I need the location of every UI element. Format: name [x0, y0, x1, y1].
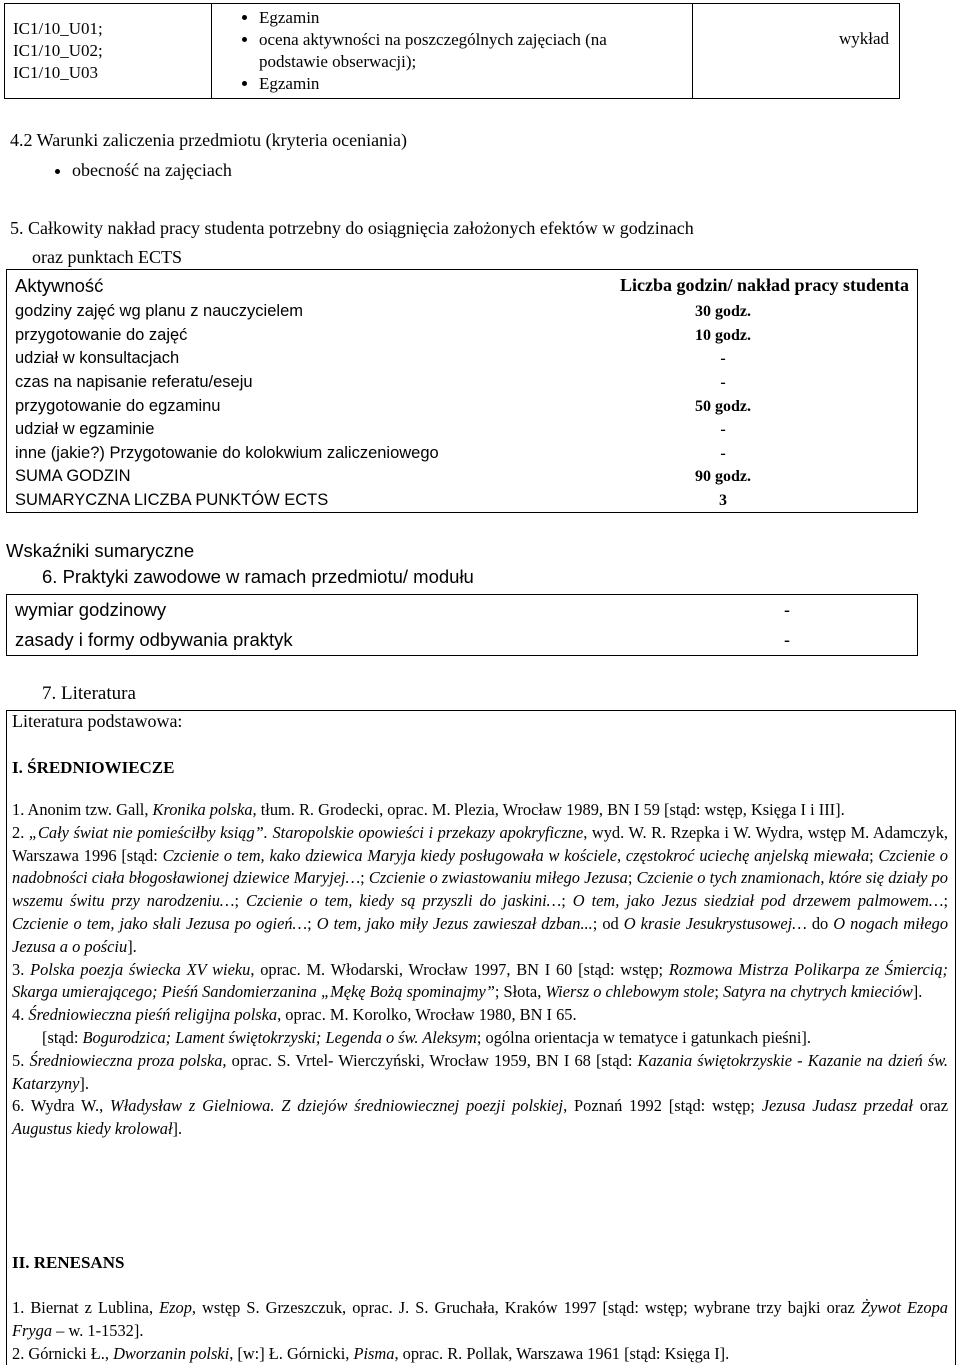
table-row [7, 324, 918, 348]
table-row [7, 300, 918, 324]
bib-entry: 2. „Cały świat nie pomieściłby ksiąg”. Staropolskie opowieści i przekazy apokryficzne, wyd. W. R. Rzepka i W. Wydra, wstęp M. Adamczyk, Warszawa 1996 [stąd: Czcienie o tem, kako dziewica Maryja kiedy posługowała w kościele, częstokroć uciechę anjelską miewała; Czcienie o nadobności ciała błogosławionej dziewice Maryjej…; Czcienie o zwiastowaniu miłego Jezusa; Czcienie o tych znamionach, które się działy po wszemu świtu przy narodzeniu…; Czcienie o tem, kiedy są przyszli do jaskini…; O tem, jako Jezus siedział pod drzewem palmowem…; Czcienie o tem, jako słali Jezusa po ogień…; O tem, jako miły Jezus zawieszał dzban...; od O krasie Jesukrystusowej… do O nogach miłego Jezusa a o pościu]. [12, 822, 949, 956]
table-row [7, 347, 918, 371]
row-value: - [720, 374, 726, 392]
row-label: przygotowanie do zajęć [15, 325, 188, 344]
row-value: - [720, 421, 726, 439]
section-4-2-title: 4.2 Warunki zaliczenia przedmiotu (kryteria oceniania) [10, 130, 408, 150]
col-activity: Aktywność [15, 274, 104, 296]
method-item: • Egzamin [259, 73, 691, 95]
row-label: godziny zajęć wg planu z nauczycielem [15, 302, 303, 321]
section-7-title: 7. Literatura [42, 683, 136, 704]
criteria-list [0, 160, 572, 181]
internship-table [6, 594, 918, 656]
bib-entry: [stąd: Bogurodzica; Lament świętokrzyski; Legenda o św. Aleksym; ogólna orientacja w tematyce i gatunkach pieśni]. [42, 1027, 811, 1047]
row-label: inne (jakie?) Przygotowanie do kolokwium zaliczeniowego [15, 443, 439, 462]
table-row [7, 465, 918, 489]
bibliography-list [12, 799, 948, 1141]
table-row [7, 595, 918, 626]
method-item: • Egzamin [259, 7, 691, 29]
section-6-title: 6. Praktyki zawodowe w ramach przedmiotu/ modułu [42, 566, 474, 587]
row-label: przygotowanie do egzaminu [15, 396, 221, 415]
row-value: - [783, 599, 791, 620]
row-value: 30 godz. [695, 303, 751, 321]
effect-code: IC1/10_U01; [13, 19, 103, 38]
row-label: udział w konsultacjach [15, 349, 180, 368]
row-value: - [783, 629, 791, 650]
bib-entry: 4. Średniowieczna pieśń religijna polska, oprac. M. Korolko, Wrocław 1980, BN I 65. [12, 1005, 577, 1025]
table-row [7, 394, 918, 418]
part-heading-middle-ages: I. ŚREDNIOWIECZE [12, 758, 175, 777]
effect-code: IC1/10_U02; [13, 41, 103, 60]
effect-codes-cell [5, 4, 212, 99]
bib-entry: 3. Polska poezja świecka XV wieku, oprac. M. Włodarski, Wrocław 1997, BN I 60 [stąd: wstęp; Rozmowa Mistrza Polikarpa ze Śmiercią; Skarga umierającego; Pieśń Sandomierzanina „Mękę Bożą spominajmy”; Słota, Wiersz o chlebowym stole; Satyra na chytrych kmieciów]. [12, 959, 949, 1002]
method-item: • ocena aktywności na poszczególnych zajęciach (na podstawie obserwacji); [259, 29, 691, 73]
bib-entry: 5. Średniowieczna proza polska, oprac. S. Vrtel- Wierczyński, Wrocław 1959, BN I 68 [stąd: Kazania świętokrzyskie - Kazanie na dzień św. Katarzyny]. [12, 1050, 949, 1093]
table-row [7, 625, 918, 656]
part-heading-renaissance: II. RENESANS [12, 1253, 125, 1272]
criteria-item: • obecność na zajęciach [72, 160, 572, 181]
row-value: 90 godz. [695, 468, 751, 486]
table-row [7, 489, 918, 513]
row-value: 3 [719, 492, 727, 510]
row-value: 10 godz. [695, 326, 751, 344]
methods-cell [212, 4, 693, 99]
workload-table [6, 269, 918, 513]
row-value: - [720, 444, 726, 462]
bib-entry: 6. Wydra W., Władysław z Gielniowa. Z dziejów średniowiecznej poezji polskiej, Poznań 1992 [stąd: wstęp; Jezusa Judasz przedał oraz Augustus kiedy krolował]. [12, 1096, 948, 1139]
row-label: czas na napisanie referatu/eseju [15, 373, 253, 392]
effect-code: IC1/10_U03 [13, 63, 98, 82]
row-value: - [720, 350, 726, 368]
bib-entry: 1. Anonim tzw. Gall, Kronika polska, tłum. R. Grodecki, oprac. M. Plezia, Wrocław 1989, BN I 59 [stąd: wstęp, Księga I i III]. [12, 800, 845, 819]
row-label: SUMARYCZNA LICZBA PUNKTÓW ECTS [15, 491, 329, 510]
row-value: 50 godz. [695, 397, 751, 415]
row-label: zasady i formy odbywania praktyk [15, 629, 293, 650]
bib-entry: 2. Górnicki Ł., Dworzanin polski, [w:] Ł. Górnicki, Pisma, oprac. R. Pollak, Warszawa 1961 [stąd: Księga I]. [12, 1343, 730, 1363]
row-label: wymiar godzinowy [15, 599, 167, 620]
indicators-heading: Wskaźniki sumaryczne [6, 540, 195, 561]
row-label: SUMA GODZIN [15, 467, 131, 486]
row-label: udział w egzaminie [15, 420, 155, 439]
bib-entry: 1. Biernat z Lublina, Ezop, wstęp S. Grzeszczuk, oprac. J. S. Gruchała, Kraków 1997 [stąd: wstęp; wybrane trzy bajki oraz Żywot Ezopa Fryga – w. 1-1532]. [12, 1298, 948, 1340]
class-form: wykład [838, 29, 889, 48]
bibliography-list-renaissance [12, 1297, 948, 1365]
table-row [7, 371, 918, 395]
table-row [7, 418, 918, 442]
literature-box [6, 710, 956, 1365]
table-row [7, 442, 918, 466]
col-hours: Liczba godzin/ nakład pracy studenta [619, 274, 909, 295]
class-form-cell [693, 4, 900, 99]
basic-literature-label: Literatura podstawowa: [12, 711, 183, 731]
methods-table [4, 3, 900, 99]
section-5-title: 5. Całkowity nakład pracy studenta potrzebny do osiągnięcia założonych efektów w godzinach oraz punktach ECTS [10, 218, 694, 267]
